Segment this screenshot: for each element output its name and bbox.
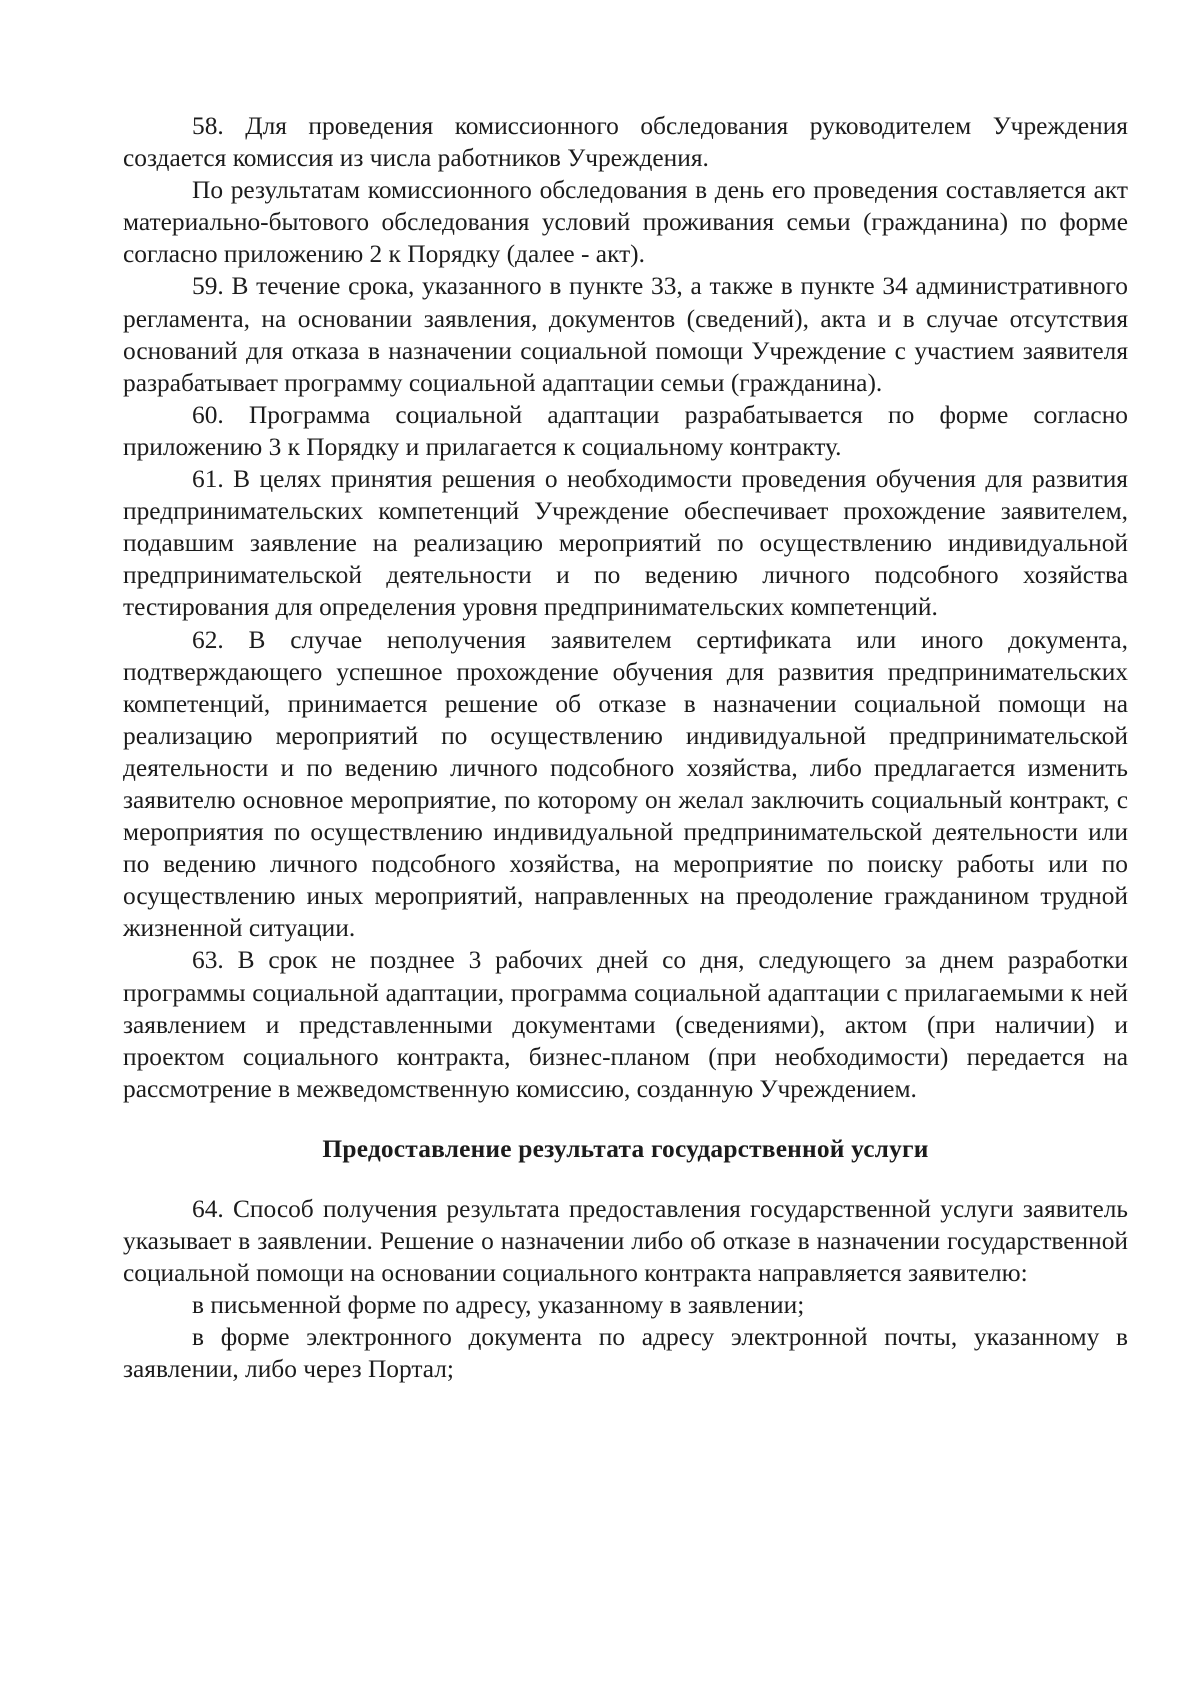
paragraph-62: 62. В случае неполучения заявителем сертификата или иного документа, подтверждающего успешное прохождение обучения для развития предпринимательских компетенций, принимается решение об отказе в назначении социальной помощи на реализацию мероприятий по осуществлению индивидуальной предпринимательской деятельности и по ведению личного подсобного хозяйства, либо предлагается изменить заявителю основное мероприятие, по которому он желал заключить социальный контракт, с мероприятия по осуществлению индивидуальной предпринимательской деятельности или по ведению личного подсобного хозяйства, на мероприятие по поиску работы или по осуществлению иных мероприятий, направленных на преодоление гражданином трудной жизненной ситуации. [123,625,1128,943]
paragraph-59: 59. В течение срока, указанного в пункте 33, а также в пункте 34 административного регламента, на основании заявления, документов (сведений), акта и в случае отсутствия оснований для отказа в назначении социальной помощи Учреждение с участием заявителя разрабатывает программу социальной адаптации семьи (гражданина). [123,272,1128,397]
paragraph-64: 64. Способ получения результата предоставления государственной услуги заявитель указывает в заявлении. Решение о назначении либо об отказе в назначении государственной социальной помощи на основании социального контракта направляется заявителю: [123,1195,1128,1288]
paragraph-58-continued: По результатам комиссионного обследования в день его проведения составляется акт материально-бытового обследования условий проживания семьи (гражданина) по форме согласно приложению 2 к Порядку (далее - акт). [123,176,1128,269]
paragraph-58: 58. Для проведения комиссионного обследования руководителем Учреждения создается комиссия из числа работников Учреждения. [123,112,1128,173]
paragraph-64-electronic-form: в форме электронного документа по адресу электронной почты, указанному в заявлении, либо через Портал; [123,1323,1128,1384]
paragraph-60: 60. Программа социальной адаптации разрабатывается по форме согласно приложению 3 к Порядку и прилагается к социальному контракту. [123,400,1128,461]
paragraph-63: 63. В срок не позднее 3 рабочих дней со дня, следующего за днем разработки программы социальной адаптации, программа социальной адаптации с прилагаемыми к ней заявлением и представленными документами (сведениями), актом (при наличии) и проектом социального контракта, бизнес-планом (при необходимости) передается на рассмотрение в межведомственную комиссию, созданную Учреждением. [123,946,1128,1103]
document-page [123,110,1128,1386]
paragraph-64-written-form: в письменной форме по адресу, указанному в заявлении; [192,1291,805,1320]
paragraph-61: 61. В целях принятия решения о необходимости проведения обучения для развития предпринимательских компетенций Учреждение обеспечивает прохождение заявителем, подавшим заявление на реализацию мероприятий по осуществлению индивидуальной предпринимательской деятельности и по ведению личного подсобного хозяйства тестирования для определения уровня предпринимательских компетенций. [123,465,1128,622]
section-heading: Предоставление результата государственной услуги [322,1134,929,1163]
